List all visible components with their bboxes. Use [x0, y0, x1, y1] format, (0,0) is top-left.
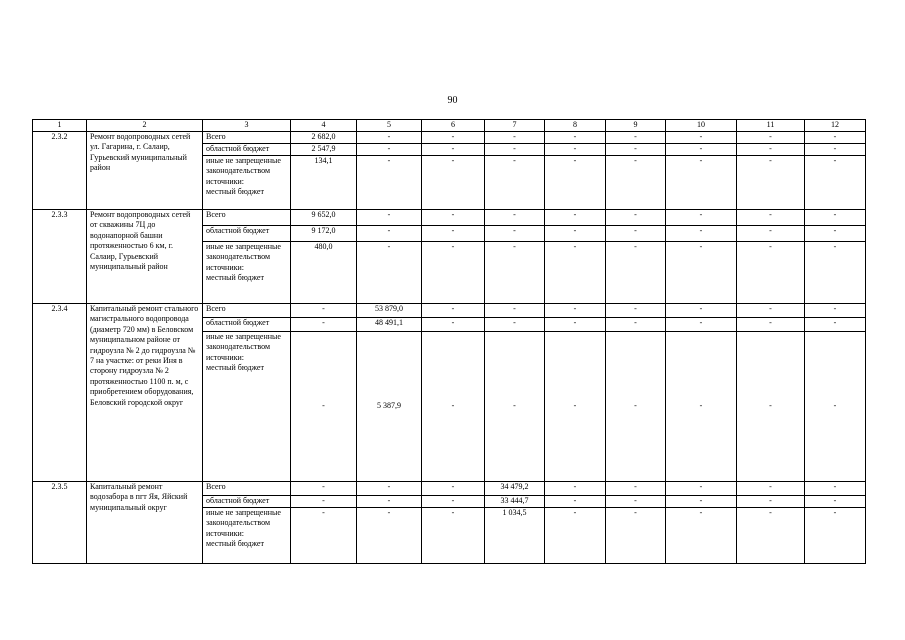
funding-source-label: местный бюджет — [206, 273, 264, 283]
value-cell: - — [737, 156, 805, 210]
value-cell: - — [666, 156, 737, 210]
value-cell: - — [485, 318, 545, 332]
value-cell: 5 387,9 — [357, 332, 422, 482]
value-cell: - — [357, 144, 422, 156]
value-cell: - — [422, 242, 485, 304]
value-cell: - — [606, 226, 666, 242]
table-body — [33, 120, 866, 564]
item-name: Капитальный ремонт водозабора в пгт Яя, Яйский муниципальный округ — [87, 482, 203, 564]
value-cell: - — [357, 242, 422, 304]
value-cell: - — [606, 132, 666, 144]
header-cell: 1 — [33, 120, 87, 132]
value-cell: - — [606, 210, 666, 226]
value-cell: - — [805, 144, 866, 156]
value-cell: - — [422, 318, 485, 332]
value-cell: - — [737, 508, 805, 564]
funding-source-label: областной бюджет — [206, 318, 270, 327]
value-cell: - — [485, 226, 545, 242]
value-cell: - — [422, 144, 485, 156]
value-cell: - — [422, 156, 485, 210]
value-cell: - — [357, 210, 422, 226]
value-cell: 2 547,9 — [291, 144, 357, 156]
value-cell: 1 034,5 — [485, 508, 545, 564]
value-cell: - — [606, 304, 666, 318]
header-cell: 7 — [485, 120, 545, 132]
value-cell: - — [666, 332, 737, 482]
value-cell: - — [545, 210, 606, 226]
value-cell: - — [737, 304, 805, 318]
value-cell: 33 444,7 — [485, 496, 545, 508]
value-cell: - — [805, 508, 866, 564]
value-cell: 9 652,0 — [291, 210, 357, 226]
value-cell: - — [291, 304, 357, 318]
value-cell: 9 172,0 — [291, 226, 357, 242]
funding-source-label: местный бюджет — [206, 187, 264, 197]
value-cell: - — [666, 318, 737, 332]
item-number: 2.3.4 — [33, 304, 87, 482]
value-cell: - — [606, 482, 666, 496]
item-number: 2.3.2 — [33, 132, 87, 210]
value-cell: 34 479,2 — [485, 482, 545, 496]
value-cell: - — [485, 132, 545, 144]
value-cell: - — [805, 210, 866, 226]
value-cell: - — [805, 332, 866, 482]
header-cell: 4 — [291, 120, 357, 132]
item-number: 2.3.5 — [33, 482, 87, 564]
value-cell: - — [606, 144, 666, 156]
table-row — [33, 210, 866, 226]
funding-source-label: местный бюджет — [206, 363, 264, 373]
header-cell: 8 — [545, 120, 606, 132]
value-cell: 134,1 — [291, 156, 357, 210]
value-cell: - — [357, 508, 422, 564]
funding-source-label: Всего — [206, 304, 226, 313]
value-cell: - — [666, 132, 737, 144]
value-cell: - — [545, 132, 606, 144]
value-cell: - — [666, 144, 737, 156]
value-cell: - — [805, 132, 866, 144]
funding-source — [203, 144, 291, 156]
value-cell: - — [422, 132, 485, 144]
funding-source — [203, 318, 291, 332]
header-cell: 3 — [203, 120, 291, 132]
value-cell: - — [485, 156, 545, 210]
value-cell: - — [545, 144, 606, 156]
value-cell: - — [666, 242, 737, 304]
value-cell: - — [545, 332, 606, 482]
table-row — [33, 132, 866, 144]
value-cell: - — [805, 156, 866, 210]
value-cell: - — [422, 226, 485, 242]
funding-source — [203, 508, 291, 564]
value-cell: - — [805, 226, 866, 242]
value-cell: 480,0 — [291, 242, 357, 304]
value-cell: - — [666, 304, 737, 318]
value-cell: - — [485, 144, 545, 156]
value-cell: - — [291, 482, 357, 496]
funding-source — [203, 210, 291, 226]
item-number: 2.3.3 — [33, 210, 87, 304]
funding-source-label: Всего — [206, 210, 226, 219]
value-cell: - — [485, 332, 545, 482]
value-cell: - — [357, 226, 422, 242]
budget-table — [32, 119, 866, 564]
funding-source-label: областной бюджет — [206, 144, 270, 153]
value-cell: - — [737, 226, 805, 242]
value-cell: - — [422, 508, 485, 564]
value-cell: - — [422, 482, 485, 496]
funding-source-label: Всего — [206, 132, 226, 141]
value-cell: - — [737, 242, 805, 304]
value-cell: - — [606, 318, 666, 332]
value-cell: - — [545, 482, 606, 496]
value-cell: - — [805, 496, 866, 508]
header-cell: 6 — [422, 120, 485, 132]
value-cell: - — [737, 210, 805, 226]
value-cell: - — [606, 156, 666, 210]
value-cell: - — [805, 242, 866, 304]
item-name: Капитальный ремонт стального магистрального водопровода (диаметр 720 мм) в Беловском муниципальном районе от гидроузла № 2 до гидроузла № 7 на участке: от реки Иня в сторону гидроузла № 2 протяженностью 1100 п. м, с приобретением оборудования, Беловский городской округ — [87, 304, 203, 482]
header-cell: 2 — [87, 120, 203, 132]
value-cell: - — [485, 242, 545, 304]
value-cell: - — [545, 304, 606, 318]
value-cell: - — [606, 496, 666, 508]
funding-source-label: областной бюджет — [206, 226, 270, 235]
value-cell: - — [666, 496, 737, 508]
header-cell: 10 — [666, 120, 737, 132]
value-cell: - — [291, 508, 357, 564]
value-cell: 48 491,1 — [357, 318, 422, 332]
header-cell: 11 — [737, 120, 805, 132]
table-row — [33, 482, 866, 496]
value-cell: - — [606, 508, 666, 564]
funding-source — [203, 242, 291, 304]
item-name: Ремонт водопроводных сетей ул. Гагарина, г. Салаир, Гурьевский муниципальный район — [87, 132, 203, 210]
funding-source-label: иные не запрещенные законодательством источники: — [206, 508, 281, 538]
value-cell: - — [422, 496, 485, 508]
funding-source — [203, 496, 291, 508]
value-cell: - — [545, 242, 606, 304]
value-cell: - — [666, 482, 737, 496]
funding-source-label: местный бюджет — [206, 539, 264, 549]
value-cell: - — [545, 508, 606, 564]
funding-source-label: иные не запрещенные законодательством источники: — [206, 242, 281, 272]
funding-source — [203, 132, 291, 144]
value-cell: - — [545, 226, 606, 242]
header-cell: 12 — [805, 120, 866, 132]
page-number: 90 — [447, 95, 458, 106]
funding-source-label: Всего — [206, 482, 226, 491]
header-cell: 5 — [357, 120, 422, 132]
value-cell: - — [805, 482, 866, 496]
funding-source — [203, 156, 291, 210]
funding-source-label: областной бюджет — [206, 496, 270, 505]
value-cell: - — [737, 132, 805, 144]
value-cell: - — [422, 210, 485, 226]
funding-source-label: иные не запрещенные законодательством источники: — [206, 156, 281, 186]
value-cell: - — [291, 496, 357, 508]
value-cell: - — [737, 496, 805, 508]
item-name: Ремонт водопроводных сетей от скважины 7Ц до водонапорной башни протяженностью 6 км, г. Салаир, Гурьевский муниципальный район — [87, 210, 203, 304]
value-cell: - — [357, 482, 422, 496]
value-cell: - — [545, 318, 606, 332]
funding-source-label: иные не запрещенные законодательством источники: — [206, 332, 281, 362]
value-cell: - — [422, 332, 485, 482]
value-cell: 2 682,0 — [291, 132, 357, 144]
funding-source — [203, 226, 291, 242]
funding-source — [203, 304, 291, 318]
value-cell: - — [485, 304, 545, 318]
value-cell: - — [357, 132, 422, 144]
value-cell: - — [805, 304, 866, 318]
value-cell: - — [666, 210, 737, 226]
funding-source — [203, 332, 291, 482]
value-cell: - — [737, 144, 805, 156]
value-cell: - — [291, 318, 357, 332]
value-cell: - — [545, 496, 606, 508]
value-cell: - — [291, 332, 357, 482]
header-row — [33, 120, 866, 132]
value-cell: - — [485, 210, 545, 226]
value-cell: - — [357, 156, 422, 210]
value-cell: - — [606, 332, 666, 482]
table-row — [33, 304, 866, 318]
value-cell: - — [737, 482, 805, 496]
value-cell: - — [666, 508, 737, 564]
value-cell: - — [422, 304, 485, 318]
header-cell: 9 — [606, 120, 666, 132]
value-cell: - — [666, 226, 737, 242]
value-cell: 53 879,0 — [357, 304, 422, 318]
value-cell: - — [737, 318, 805, 332]
value-cell: - — [545, 156, 606, 210]
value-cell: - — [737, 332, 805, 482]
value-cell: - — [805, 318, 866, 332]
funding-source — [203, 482, 291, 496]
value-cell: - — [606, 242, 666, 304]
value-cell: - — [357, 496, 422, 508]
